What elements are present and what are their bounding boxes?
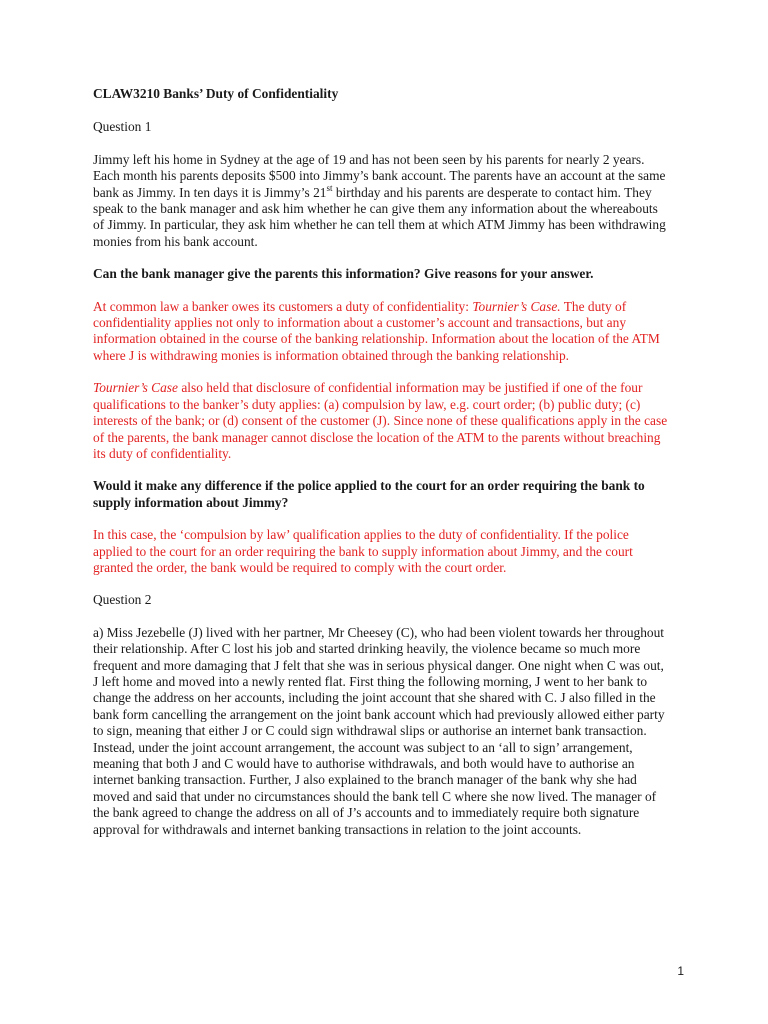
question-2-facts: a) Miss Jezebelle (J) lived with her partner, Mr Cheesey (C), who had been violent towards her throughout their relationship. After C lost his job and started drinking heavily, the violence became so much more frequent and more damaging that J felt that she was in serious physical danger. One night when C was out, J left home and moved into a newly rented flat. First thing the following morning, J went to her bank to change the address on her accounts, including the joint account that she shared with C. J also filled in the bank form cancelling the arrangement on the joint bank account which had previously allowed either party to sign, meaning that either J or C could sign withdrawal slips or authorise an internet bank transaction. Instead, under the joint account arrangement, the account was subject to an ‘all to sign’ arrangement, meaning that both J and C would have to authorise withdrawals, and both would have to authorise an internet banking transaction. Further, J also explained to the branch manager of the bank why she had moved and said that under no circumstances should the bank tell C where she now lived. The manager of the bank agreed to change the address on all of J’s accounts and to immediately require both signature approval for withdrawals and internet banking transactions in relation to the joint accounts.: [93, 624, 665, 837]
answer-1a-qualifications: also held that disclosure of confidential information may be justified if one of the four qualifications to the banker’s duty applies: (a) compulsion by law, e.g. court order; (b) public duty; (c) interests of the bank; or (d) consent of the customer (J). Since none of these qualifications apply in the case of the parents, the bank manager cannot disclose the location of the ATM to the parents without breaching its duty of confidentiality.: [93, 380, 668, 461]
question-1-heading: Question 1: [93, 119, 152, 135]
answer-1b-paragraph: In this case, the ‘compulsion by law’ qualification applies to the duty of confidentiality. If the police applied to the court for an order requiring the bank to supply information about Jimmy, and the court granted the order, the bank would be required to comply with the court order.: [93, 527, 633, 575]
question-1-facts-part-a: Jimmy left his home in Sydney at the age of 19 and has not been seen by his parents for nearly 2 years. Each month his parents deposits $500 into Jimmy’s bank account. The parents have an account at the same bank as Jimmy. In ten days it is Jimmy’s 21: [93, 151, 666, 200]
case-citation: Tournier’s Case: [93, 380, 178, 396]
ordinal-suffix: st: [326, 182, 333, 193]
answer-1a-paragraph-1: [93, 299, 671, 365]
document-body: [93, 86, 671, 854]
page-number: 1: [677, 964, 684, 978]
document-title: CLAW3210 Banks’ Duty of Confidentiality: [93, 86, 339, 101]
question-1a-prompt: Can the bank manager give the parents this information? Give reasons for your answer.: [93, 266, 594, 282]
question-2-heading: Question 2: [93, 592, 152, 608]
question-1b-prompt: Would it make any difference if the police applied to the court for an order requiring the bank to supply information about Jimmy?: [93, 478, 645, 510]
case-citation: Tournier’s Case.: [472, 298, 561, 314]
answer-1a-body: The duty of confidentiality applies not only to information about a customer’s account and transactions, but any information obtained in the course of the banking relationship. Information about the location of the ATM where J is withdrawing monies is information obtained through the banking relationship.: [93, 298, 660, 363]
answer-1a-intro: At common law a banker owes its customers a duty of confidentiality:: [93, 298, 473, 314]
question-1-facts: [93, 152, 671, 250]
answer-1a-paragraph-2: [93, 380, 671, 462]
question-1-facts-part-b: birthday and his parents are desperate to contact him. They speak to the bank manager and ask him whether he can give them any information about the whereabouts of Jimmy. In particular, they ask him whether he can tell them at which ATM Jimmy has been withdrawing monies from his bank account.: [93, 184, 666, 249]
